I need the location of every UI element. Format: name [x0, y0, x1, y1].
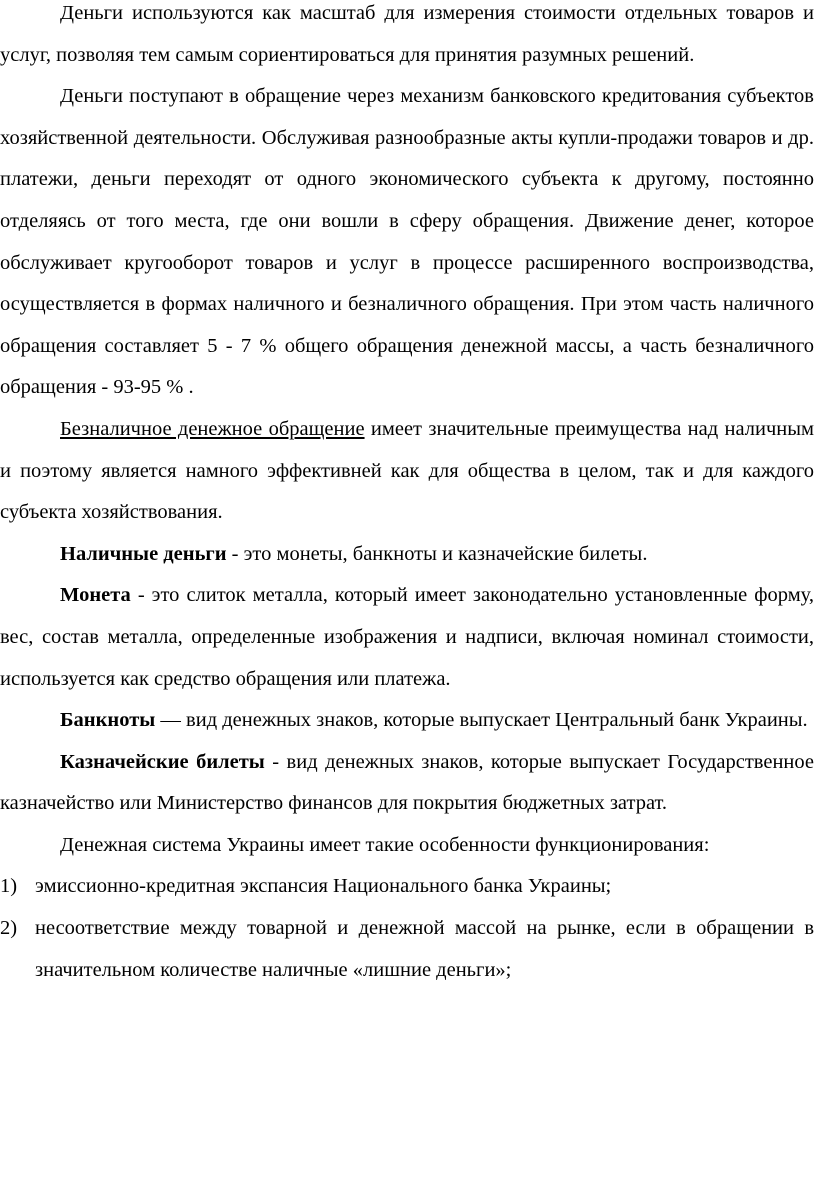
term-banknotes: Банкноты [60, 709, 156, 732]
term-cash: Наличные деньги [60, 542, 227, 565]
paragraph-monetary-system: Денежная система Украины имеет такие особенности функционирования: [60, 833, 710, 856]
list-item-number: 1) [0, 875, 18, 898]
underlined-term-cashless: Безналичное денежное обращение [60, 417, 365, 440]
paragraph-money-circulation: Деньги поступают в обращение через механизм банковского кредитования субъектов хозяйственной деятельности. Обслуживая разнообразные акты купли-продажи товаров и др. платежи, деньги переходят от одного экономического субъекта к другому, постоянно отделяясь от того места, где они вошли в сферу обращения. Движение денег, которое обслуживает кругооборот товаров и услуг в процессе расширенного воспроизводства, осуществляется в формах наличного и безналичного обращения. При этом часть наличного обращения составляет 5 - 7 % общего обращения денежной массы, а часть безналичного обращения - 93-95 % . [0, 85, 814, 399]
term-coin: Монета [60, 584, 131, 607]
paragraph-coin-definition [0, 575, 816, 700]
paragraph-cashless-text: имеет значительные преимущества над наличным и поэтому является намного эффективней как для общества в целом, так и для каждого субъекта хозяйствования. [0, 417, 814, 524]
list-item-text: несоответствие между товарной и денежной массой на рынке, если в обращении в значительном количестве наличные «лишние деньги»; [35, 917, 814, 981]
list-item [0, 908, 816, 991]
definition-treasury-bills: - вид денежных знаков, которые выпускает Государственное казначейство или Министерство финансов для покрытия бюджетных затрат. [0, 750, 814, 815]
list-item-text: эмиссионно-кредитная экспансия Национального банка Украины; [35, 875, 612, 898]
list-item-number: 2) [0, 917, 18, 940]
paragraph-banknotes-definition [0, 700, 816, 742]
paragraph-cashless [0, 409, 816, 534]
paragraph-cash-definition [0, 534, 816, 576]
definition-banknotes: — вид денежных знаков, которые выпускает Центральный банк Украины. [155, 709, 808, 732]
definition-cash: - это монеты, банкноты и казначейские билеты. [226, 542, 648, 565]
definition-coin: - это слиток металла, который имеет законодательно установленные форму, вес, состав металла, определенные изображения и надписи, включая номинал стоимости, используется как средство обращения или платежа. [0, 584, 814, 690]
paragraph-treasury-bills-definition [0, 742, 816, 825]
paragraph-money-scale: Деньги используются как масштаб для измерения стоимости отдельных товаров и услуг, позволяя тем самым сориентироваться для принятия разумных решений. [0, 2, 814, 66]
term-treasury-bills: Казначейские билеты [60, 750, 265, 773]
list-item [0, 866, 816, 908]
